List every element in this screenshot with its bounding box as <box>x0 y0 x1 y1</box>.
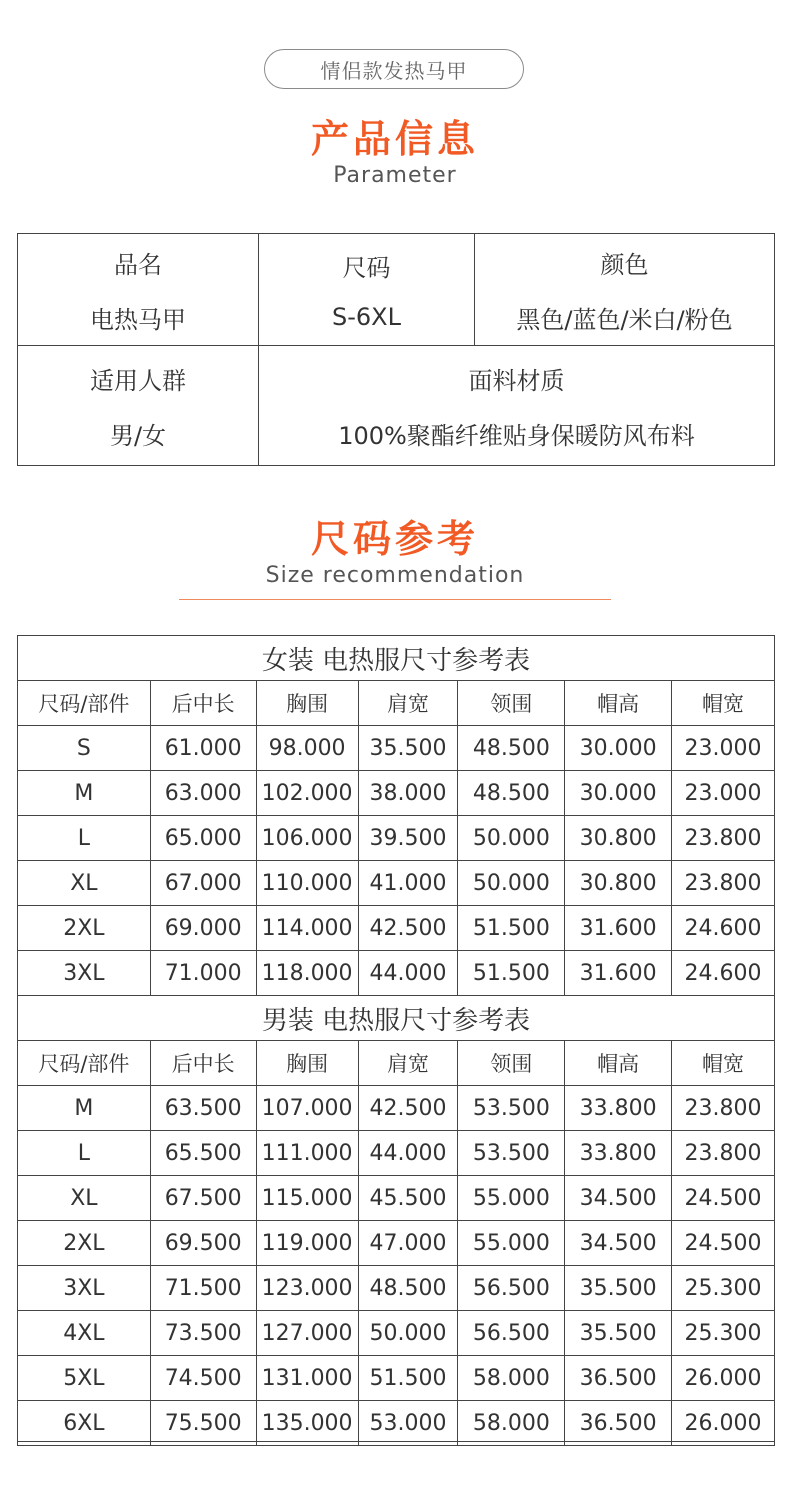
param-section-subtitle: Parameter <box>333 163 457 188</box>
measurement-cell: 35.500 <box>565 1311 672 1356</box>
info-cell-color <box>475 234 775 346</box>
measurement-cell: 58.000 <box>458 1401 565 1446</box>
column-header: 帽高 <box>565 681 672 726</box>
measurement-cell: 24.500 <box>672 1176 775 1221</box>
table-header-row <box>18 1041 775 1086</box>
measurement-cell: 44.000 <box>358 951 458 996</box>
measurement-cell: 114.000 <box>256 906 358 951</box>
info-row <box>18 234 775 346</box>
size-label-cell: 5XL <box>18 1356 151 1401</box>
measurement-cell: 23.800 <box>672 816 775 861</box>
table-row <box>18 1221 775 1266</box>
size-label-cell: 4XL <box>18 1311 151 1356</box>
measurement-cell: 36.500 <box>565 1356 672 1401</box>
size-section-subtitle: Size recommendation <box>265 563 525 588</box>
measurement-cell: 51.500 <box>358 1356 458 1401</box>
size-value: S-6XL <box>332 303 401 331</box>
measurement-cell: 24.500 <box>672 1221 775 1266</box>
size-label-cell: S <box>18 726 151 771</box>
measurement-cell: 118.000 <box>256 951 358 996</box>
info-cell-name <box>18 234 259 346</box>
name-value: 电热马甲 <box>90 305 186 334</box>
info-cell-fabric <box>259 346 775 466</box>
measurement-cell: 48.500 <box>358 1266 458 1311</box>
measurement-cell: 65.500 <box>150 1131 256 1176</box>
measurement-cell: 106.000 <box>256 816 358 861</box>
men-title-row <box>18 996 775 1041</box>
measurement-cell: 33.800 <box>565 1086 672 1131</box>
measurement-cell: 38.000 <box>358 771 458 816</box>
product-info-table <box>17 233 775 466</box>
measurement-cell: 30.800 <box>565 816 672 861</box>
men-table-title: 男装 电热服尺寸参考表 <box>18 996 775 1041</box>
measurement-cell: 115.000 <box>256 1176 358 1221</box>
name-label: 品名 <box>114 250 162 279</box>
measurement-cell: 131.000 <box>256 1356 358 1401</box>
measurement-cell: 51.500 <box>458 951 565 996</box>
param-section-title: 产品信息 <box>310 117 479 161</box>
measurement-cell: 65.000 <box>150 816 256 861</box>
measurement-cell: 23.800 <box>672 1131 775 1176</box>
measurement-cell: 25.300 <box>672 1266 775 1311</box>
column-header: 领围 <box>458 1041 565 1086</box>
size-label-cell: M <box>18 1086 151 1131</box>
column-header: 尺码/部件 <box>18 1041 151 1086</box>
table-row <box>18 1401 775 1446</box>
measurement-cell: 41.000 <box>358 861 458 906</box>
measurement-cell: 53.500 <box>458 1086 565 1131</box>
measurement-cell: 47.000 <box>358 1221 458 1266</box>
measurement-cell: 107.000 <box>256 1086 358 1131</box>
measurement-cell: 55.000 <box>458 1176 565 1221</box>
measurement-cell: 33.800 <box>565 1131 672 1176</box>
fabric-value: 100%聚酯纤维贴身保暖防风布料 <box>338 421 695 450</box>
table-row <box>18 726 775 771</box>
audience-label: 适用人群 <box>90 366 186 395</box>
column-header: 肩宽 <box>358 1041 458 1086</box>
measurement-cell: 30.800 <box>565 861 672 906</box>
measurement-cell: 23.800 <box>672 861 775 906</box>
measurement-cell: 69.000 <box>150 906 256 951</box>
table-row <box>18 816 775 861</box>
info-cell-size <box>259 234 475 346</box>
table-row <box>18 1356 775 1401</box>
measurement-cell: 56.500 <box>458 1266 565 1311</box>
measurement-cell: 23.000 <box>672 726 775 771</box>
table-row <box>18 771 775 816</box>
color-value: 黑色/蓝色/米白/粉色 <box>516 305 733 334</box>
info-row <box>18 346 775 466</box>
size-label-cell: 3XL <box>18 1266 151 1311</box>
measurement-cell: 50.000 <box>358 1311 458 1356</box>
audience-value: 男/女 <box>109 421 167 450</box>
measurement-cell: 31.600 <box>565 951 672 996</box>
measurement-cell: 75.500 <box>150 1401 256 1446</box>
measurement-cell: 36.500 <box>565 1401 672 1446</box>
column-header: 胸围 <box>256 681 358 726</box>
table-row <box>18 951 775 996</box>
measurement-cell: 23.800 <box>672 1086 775 1131</box>
size-label-cell: XL <box>18 861 151 906</box>
table-row <box>18 1266 775 1311</box>
section-divider <box>179 599 611 600</box>
product-tag-pill: 情侣款发热马甲 <box>264 49 524 89</box>
size-label: 尺码 <box>342 254 391 282</box>
measurement-cell: 123.000 <box>256 1266 358 1311</box>
fabric-label: 面料材质 <box>468 366 565 395</box>
women-title-row <box>18 636 775 681</box>
measurement-cell: 23.000 <box>672 771 775 816</box>
measurement-cell: 30.000 <box>565 726 672 771</box>
measurement-cell: 119.000 <box>256 1221 358 1266</box>
table-row <box>18 1131 775 1176</box>
measurement-cell: 25.300 <box>672 1311 775 1356</box>
measurement-cell: 71.500 <box>150 1266 256 1311</box>
column-header: 胸围 <box>256 1041 358 1086</box>
measurement-cell: 110.000 <box>256 861 358 906</box>
measurement-cell: 63.500 <box>150 1086 256 1131</box>
measurement-cell: 50.000 <box>458 861 565 906</box>
size-label-cell: 2XL <box>18 906 151 951</box>
measurement-cell: 53.500 <box>458 1131 565 1176</box>
column-header: 后中长 <box>150 681 256 726</box>
measurement-cell: 45.500 <box>358 1176 458 1221</box>
measurement-cell: 98.000 <box>256 726 358 771</box>
measurement-cell: 127.000 <box>256 1311 358 1356</box>
table-bottom-rule <box>17 1441 775 1442</box>
measurement-cell: 44.000 <box>358 1131 458 1176</box>
column-header: 领围 <box>458 681 565 726</box>
measurement-cell: 30.000 <box>565 771 672 816</box>
color-label: 颜色 <box>600 250 649 279</box>
table-header-row <box>18 681 775 726</box>
measurement-cell: 35.500 <box>358 726 458 771</box>
measurement-cell: 24.600 <box>672 906 775 951</box>
measurement-cell: 71.000 <box>150 951 256 996</box>
size-label-cell: 6XL <box>18 1401 151 1446</box>
size-label-cell: 2XL <box>18 1221 151 1266</box>
measurement-cell: 35.500 <box>565 1266 672 1311</box>
measurement-cell: 50.000 <box>458 816 565 861</box>
size-section-title: 尺码参考 <box>310 517 479 561</box>
measurement-cell: 51.500 <box>458 906 565 951</box>
measurement-cell: 67.000 <box>150 861 256 906</box>
column-header: 尺码/部件 <box>18 681 151 726</box>
measurement-cell: 53.000 <box>358 1401 458 1446</box>
table-row <box>18 906 775 951</box>
measurement-cell: 67.500 <box>150 1176 256 1221</box>
column-header: 帽宽 <box>672 1041 775 1086</box>
measurement-cell: 42.500 <box>358 1086 458 1131</box>
column-header: 肩宽 <box>358 681 458 726</box>
table-row <box>18 1176 775 1221</box>
size-label-cell: L <box>18 816 151 861</box>
column-header: 后中长 <box>150 1041 256 1086</box>
column-header: 帽高 <box>565 1041 672 1086</box>
size-chart-table <box>17 635 775 1446</box>
measurement-cell: 73.500 <box>150 1311 256 1356</box>
measurement-cell: 63.000 <box>150 771 256 816</box>
measurement-cell: 48.500 <box>458 726 565 771</box>
measurement-cell: 42.500 <box>358 906 458 951</box>
measurement-cell: 69.500 <box>150 1221 256 1266</box>
measurement-cell: 24.600 <box>672 951 775 996</box>
measurement-cell: 58.000 <box>458 1356 565 1401</box>
measurement-cell: 55.000 <box>458 1221 565 1266</box>
measurement-cell: 26.000 <box>672 1356 775 1401</box>
size-label-cell: M <box>18 771 151 816</box>
measurement-cell: 135.000 <box>256 1401 358 1446</box>
measurement-cell: 61.000 <box>150 726 256 771</box>
measurement-cell: 26.000 <box>672 1401 775 1446</box>
size-label-cell: L <box>18 1131 151 1176</box>
measurement-cell: 56.500 <box>458 1311 565 1356</box>
table-row <box>18 1311 775 1356</box>
measurement-cell: 34.500 <box>565 1176 672 1221</box>
measurement-cell: 48.500 <box>458 771 565 816</box>
women-table-title: 女装 电热服尺寸参考表 <box>18 636 775 681</box>
measurement-cell: 31.600 <box>565 906 672 951</box>
table-row <box>18 861 775 906</box>
info-cell-audience <box>18 346 259 466</box>
size-label-cell: XL <box>18 1176 151 1221</box>
measurement-cell: 39.500 <box>358 816 458 861</box>
measurement-cell: 34.500 <box>565 1221 672 1266</box>
table-row <box>18 1086 775 1131</box>
measurement-cell: 111.000 <box>256 1131 358 1176</box>
size-label-cell: 3XL <box>18 951 151 996</box>
measurement-cell: 102.000 <box>256 771 358 816</box>
column-header: 帽宽 <box>672 681 775 726</box>
measurement-cell: 74.500 <box>150 1356 256 1401</box>
